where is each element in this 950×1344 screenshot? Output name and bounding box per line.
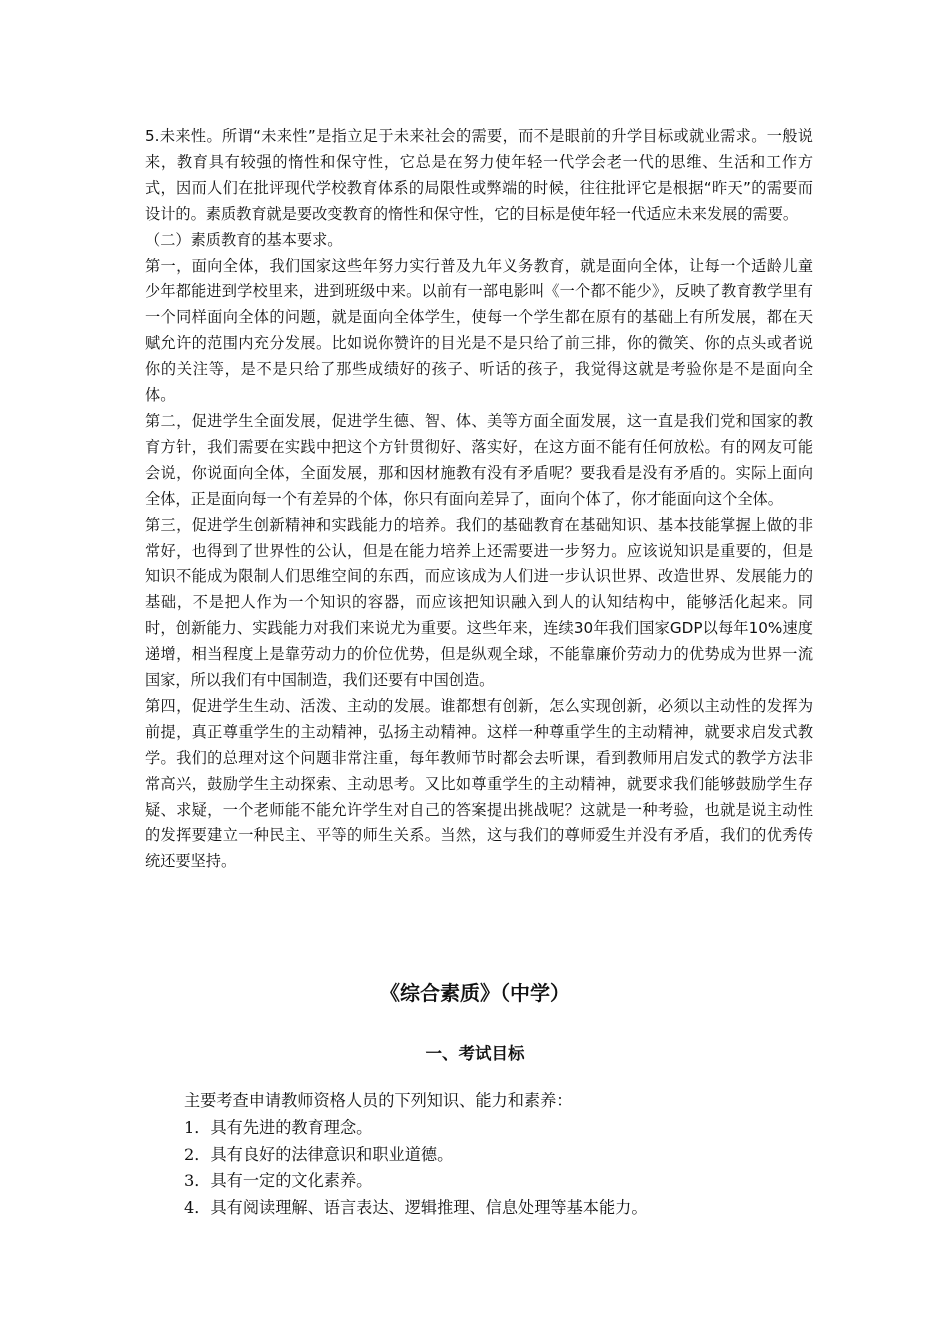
paragraph-fourth: 第四，促进学生生动、活泼、主动的发展。谁都想有创新，怎么实现创新，必须以主动性的发挥为前提，真正尊重学生的主动精神，弘扬主动精神。这样一种尊重学生的主动精神，就要求启发式教学。我们的总理对这个问题非常注重，每年教师节时都会去听课，看到教师用启发式的教学方法非常高兴，鼓励学生主动探索、主动思考。又比如尊重学生的主动精神，就要求我们能够鼓励学生存疑、求疑，一个老师能不能允许学生对自己的答案提出挑战呢？这就是一种考验，也就是说主动性的发挥要建立一种民主、平等的师生关系。当然，这与我们的尊师爱生并没有矛盾，我们的优秀传统还要坚持。 bbox=[145, 696, 813, 871]
body-text bbox=[145, 124, 813, 875]
goal-item: 4．具有阅读理解、语言表达、逻辑推理、信息处理等基本能力。 bbox=[184, 1198, 648, 1218]
document-title: 《综合素质》（中学） bbox=[380, 981, 570, 1005]
goal-item: 2．具有良好的法律意识和职业道德。 bbox=[184, 1144, 454, 1164]
goal-item: 3．具有一定的文化素养。 bbox=[184, 1171, 373, 1191]
goal-item: 1．具有先进的教育理念。 bbox=[184, 1117, 373, 1137]
paragraph-third: 第三，促进学生创新精神和实践能力的培养。我们的基础教育在基础知识、基本技能掌握上做的非常好，也得到了世界性的公认，但是在能力培养上还需要进一步努力。应该说知识是重要的，但是知识不能成为限制人们思维空间的东西，而应该成为人们进一步认识世界、改造世界、发展能力的基础，不是把人作为一个知识的容器，而应该把知识融入到人的认知结构中，能够活化起来。同时，创新能力、实践能力对我们来说尤为重要。这些年来，连续30年我们国家GDP以每年10%速度递增，相当程度上是靠劳动力的价位优势，但是纵观全球，不能靠廉价劳动力的优势成为世界一流国家，所以我们有中国制造，我们还要有中国创造。 bbox=[145, 515, 813, 690]
exam-goals-list bbox=[184, 1088, 824, 1222]
paragraph-requirements-heading: （二）素质教育的基本要求。 bbox=[145, 230, 343, 249]
section-title: 一、考试目标 bbox=[425, 1044, 525, 1063]
paragraph-second: 第二，促进学生全面发展，促进学生德、智、体、美等方面全面发展，这一直是我们党和国家的教育方针，我们需要在实践中把这个方针贯彻好、落实好，在这方面不能有任何放松。有的网友可能会说，你说面向全体，全面发展，那和因材施教有没有矛盾呢？要我看是没有矛盾的。实际上面向全体，正是面向每一个有差异的个体，你只有面向差异了，面向个体了，你才能面向这个全体。 bbox=[145, 411, 813, 508]
paragraph-futurity: 5.未来性。所谓“未来性”是指立足于未来社会的需要，而不是眼前的升学目标或就业需求。一般说来，教育具有较强的惰性和保守性，它总是在努力使年轻一代学会老一代的思维、生活和工作方式，因而人们在批评现代学校教育体系的局限性或弊端的时候，往往批评它是根据“昨天”的需要而设计的。素质教育就是要改变教育的惰性和保守性，它的目标是使年轻一代适应未来发展的需要。 bbox=[145, 127, 813, 223]
paragraph-first: 第一，面向全体，我们国家这些年努力实行普及九年义务教育，就是面向全体，让每一个适龄儿童少年都能进到学校里来，进到班级中来。以前有一部电影叫《一个都不能少》，反映了教育教学里有一个同样面向全体的问题，就是面向全体学生，使每一个学生都在原有的基础上有所发展，都在天赋允许的范围内充分发展。比如说你赞许的目光是不是只给了前三排，你的微笑、你的点头或者说你的关注等，是不是只给了那些成绩好的孩子、听话的孩子，我觉得这就是考验你是不是面向全体。 bbox=[145, 256, 813, 405]
goals-intro: 主要考查申请教师资格人员的下列知识、能力和素养： bbox=[184, 1091, 573, 1110]
